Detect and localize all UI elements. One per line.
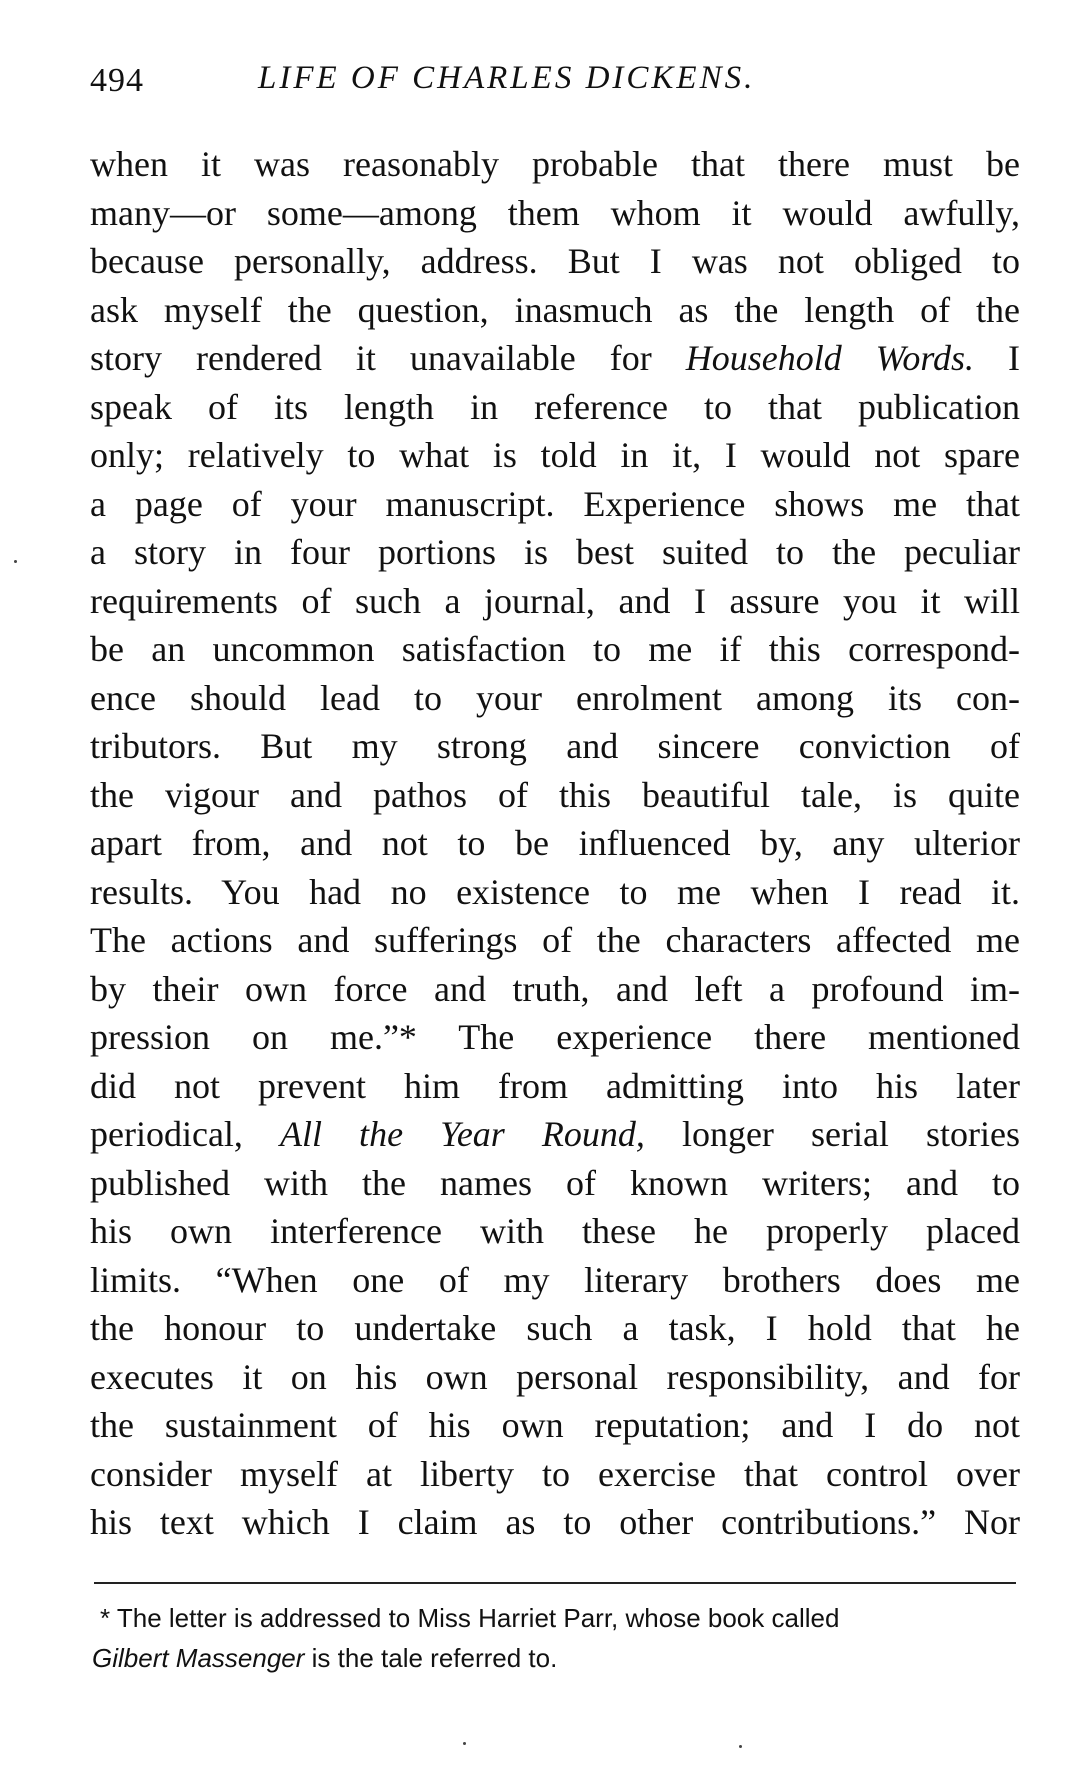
text-line (90, 334, 1020, 383)
text-line: when it was reasonably probable that there must be (90, 144, 1020, 184)
text-segment: I (974, 338, 1021, 378)
text-line (90, 1110, 1020, 1159)
page-number: 494 (90, 62, 144, 99)
text-line: tributors. But my strong and sincere conviction of (90, 726, 1020, 766)
footnote (92, 1598, 1018, 1678)
speck (14, 560, 17, 563)
text-line: many—or some—among them whom it would awfully, (90, 192, 1020, 233)
text-line: be an uncommon satisfaction to me if this correspond- (90, 629, 1020, 669)
text-line: ask myself the question, inasmuch as the length of the (90, 289, 1020, 330)
running-head: LIFE OF CHARLES DICKENS. (258, 60, 756, 96)
text-line: only; relatively to what is told in it, I would not spare (90, 435, 1020, 475)
text-line: his text which I claim as to other contributions.” Nor (90, 1502, 1020, 1542)
text-line: executes it on his own personal responsibility, and for (90, 1356, 1020, 1397)
text-segment: periodical, (90, 1114, 280, 1154)
text-line: by their own force and truth, and left a profound im- (90, 968, 1020, 1009)
footnote-book-title: Gilbert Massenger (92, 1643, 305, 1673)
text-segment: longer serial stories (644, 1114, 1020, 1154)
text-line: consider myself at liberty to exercise that control over (90, 1453, 1020, 1494)
speck (463, 1742, 466, 1745)
text-line: his own interference with these he properly placed (90, 1211, 1020, 1251)
text-line: results. You had no existence to me when I read it. (90, 871, 1020, 912)
text-segment: story rendered it unavailable for (90, 338, 686, 378)
text-line: published with the names of known writers; and to (90, 1162, 1020, 1203)
text-line: apart from, and not to be influenced by, any ulterior (90, 823, 1020, 863)
text-line: limits. “When one of my literary brothers does me (90, 1259, 1020, 1300)
footnote-line-1: * The letter is addressed to Miss Harriet Parr, whose book called (100, 1603, 840, 1633)
text-line: pression on me.”* The experience there mentioned (90, 1017, 1020, 1057)
body-text (90, 140, 1020, 1547)
footnote-line-2 (92, 1638, 1018, 1678)
text-line: The actions and sufferings of the characters affected me (90, 920, 1020, 960)
text-line: a story in four portions is best suited to the peculiar (90, 532, 1020, 572)
italic-title: All the Year Round, (280, 1114, 645, 1154)
text-line: the honour to undertake such a task, I hold that he (90, 1308, 1020, 1348)
text-line: ence should lead to your enrolment among its con- (90, 677, 1020, 718)
text-line: because personally, address. But I was not obliged to (90, 241, 1020, 281)
footnote-rule (94, 1582, 1016, 1584)
text-line: the vigour and pathos of this beautiful tale, is quite (90, 774, 1020, 815)
text-line: speak of its length in reference to that publication (90, 386, 1020, 427)
footnote-line-2-rest: is the tale referred to. (304, 1643, 558, 1673)
text-line: a page of your manuscript. Experience shows me that (90, 483, 1020, 524)
text-line: requirements of such a journal, and I assure you it will (90, 580, 1020, 621)
text-line: the sustainment of his own reputation; and I do not (90, 1405, 1020, 1445)
text-line: did not prevent him from admitting into his later (90, 1065, 1020, 1106)
speck (739, 1745, 742, 1748)
italic-title: Household Words. (685, 338, 975, 378)
